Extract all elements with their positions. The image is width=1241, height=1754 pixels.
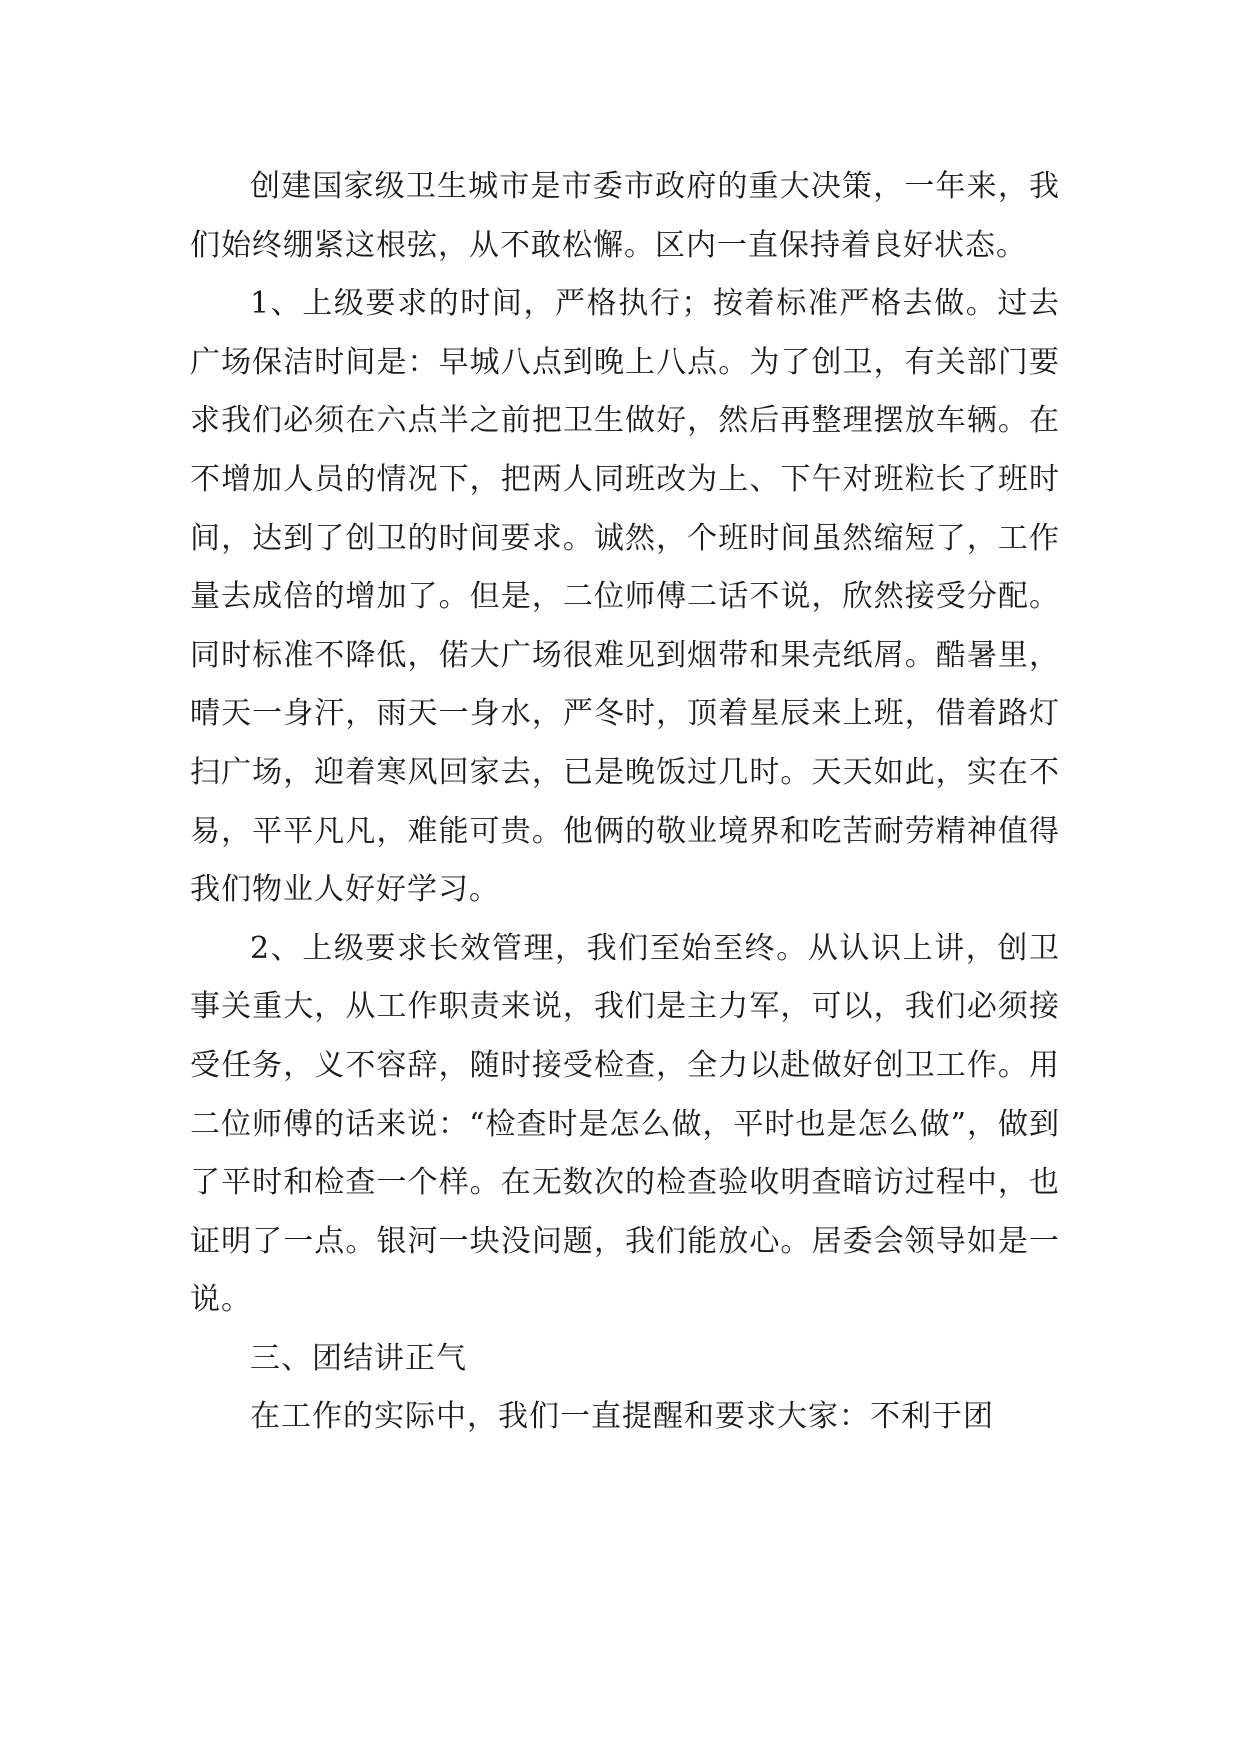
document-body [190,158,1060,1447]
paragraph-item-1: 1、上级要求的时间，严格执行；按着标准严格去做。过去广场保洁时间是：早城八点到晚上八点。为了创卫，有关部门要求我们必须在六点半之前把卫生做好，然后再整理摆放车辆。在不增加人员的情况下，把两人同班改为上、下午对班粒长了班时间，达到了创卫的时间要求。诚然，个班时间虽然缩短了，工作量去成倍的增加了。但是，二位师傅二话不说，欣然接受分配。同时标准不降低，偌大广场很难见到烟带和果壳纸屑。酷暑里，晴天一身汗，雨天一身水，严冬时，顶着星辰来上班，借着路灯扫广场，迎着寒风回家去，已是晚饭过几时。天天如此，实在不易，平平凡凡，难能可贵。他俩的敬业境界和吃苦耐劳精神值得我们物业人好好学习。 [190,286,1060,908]
paragraph-intro: 创建国家级卫生城市是市委市政府的重大决策，一年来，我们始终绷紧这根弦，从不敢松懈。区内一直保持着良好状态。 [190,169,1060,263]
section-heading-3: 三、团结讲正气 [250,1340,467,1376]
paragraph-item-2: 2、上级要求长效管理，我们至始至终。从认识上讲，创卫事关重大，从工作职责来说，我们是主力军，可以，我们必须接受任务，义不容辞，随时接受检查，全力以赴做好创卫工作。用二位师傅的话来说：“检查时是怎么做，平时也是怎么做”，做到了平时和检查一个样。在无数次的检查验收明查暗访过程中，也证明了一点。银河一块没问题，我们能放心。居委会领导如是一说。 [190,930,1060,1318]
paragraph-section-3: 在工作的实际中，我们一直提醒和要求大家：不利于团 [250,1399,994,1435]
